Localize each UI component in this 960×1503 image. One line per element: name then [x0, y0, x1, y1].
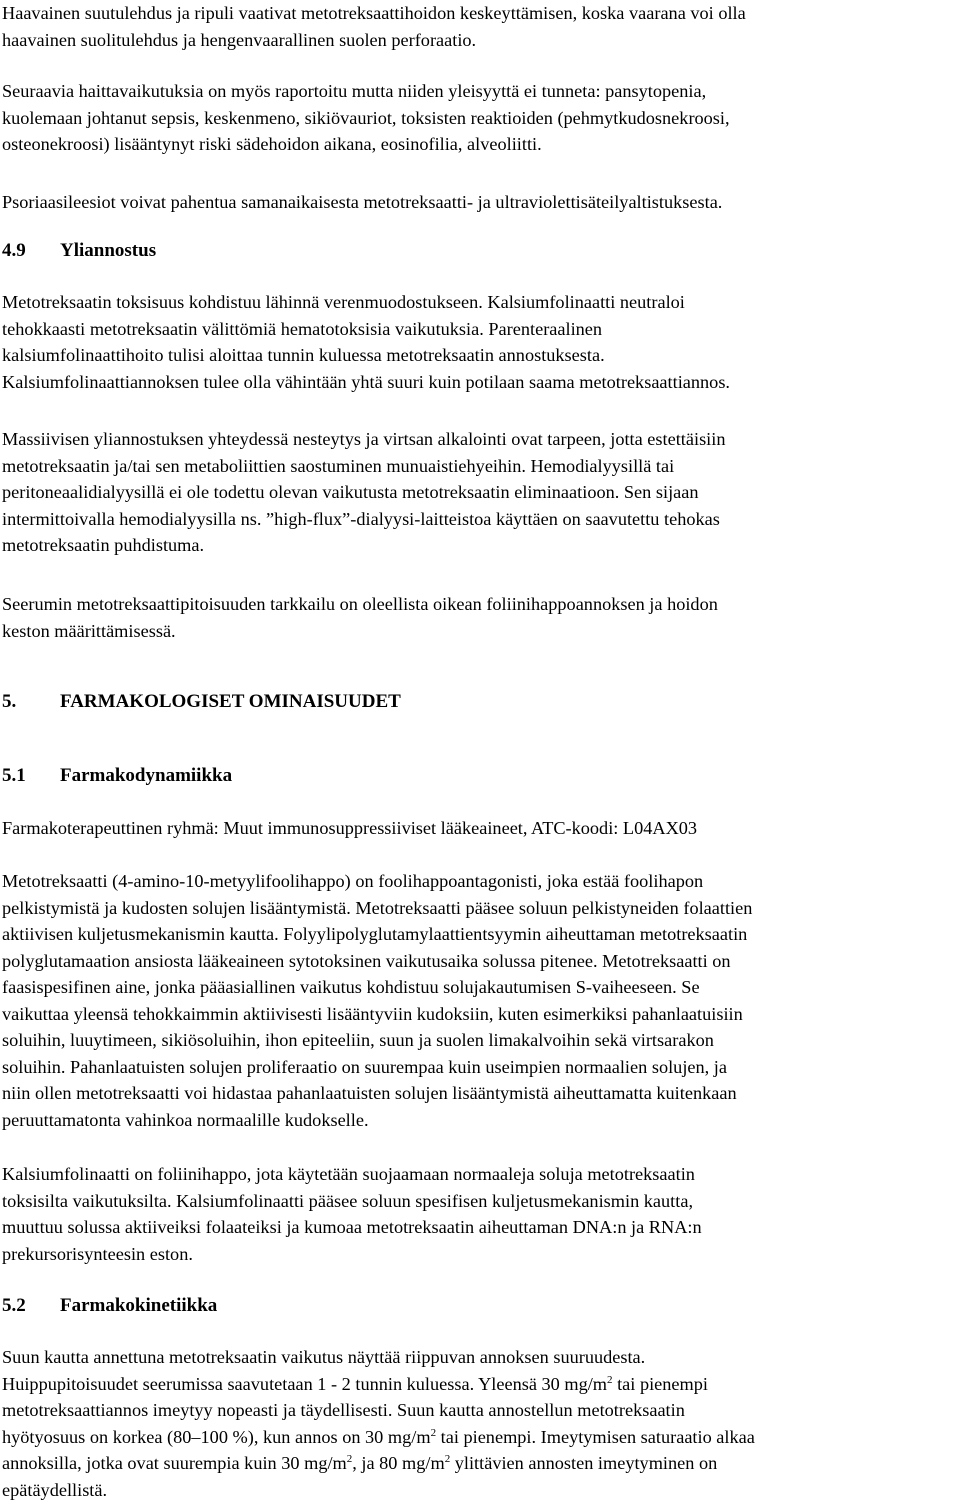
text-line: metotreksaattiannos imeytyy nopeasti ja täydellisesti. Suun kautta annostellun metotreksaatin: [2, 1400, 685, 1420]
paragraph-psoriasis-lesions: [2, 189, 958, 216]
text-line: Haavainen suutulehdus ja ripuli vaativat metotreksaattihoidon keskeyttämisen, koska vaarana voi olla: [2, 3, 746, 23]
section-title: Farmakokinetiikka: [60, 1295, 218, 1316]
text-line: Suun kautta annettuna metotreksaatin vaikutus näyttää riippuvan annoksen suuruudesta.: [2, 1347, 646, 1367]
section-title: Farmakodynamiikka: [60, 765, 233, 786]
paragraph-other-adverse-effects: [2, 78, 958, 158]
section-title: FARMAKOLOGISET OMINAISUUDET: [60, 691, 401, 712]
section-number: 5.2: [2, 1295, 26, 1316]
paragraph-absorption: [2, 1344, 958, 1503]
text-line: pelkistymistä ja kudosten solujen lisääntymistä. Metotreksaatti pääsee soluun pelkistyneiden folaattien: [2, 897, 753, 918]
text-line: aktiivisen kuljetusmekanismin kautta. Folyylipolyglutamylaattientsyymin aiheuttaman metotreksaatin: [2, 924, 748, 944]
text-line: Psoriaasileesiot voivat pahentua samanaikaisesta metotreksaatti- ja ultraviolettisäteilyaltistuksesta.: [2, 192, 723, 212]
text-line: kalsiumfolinaattihoito tulisi aloittaa tunnin kuluessa metotreksaatin annostuksesta.: [2, 345, 605, 365]
text-line: metotreksaatin puhdistuma.: [2, 535, 205, 555]
text-line: hyötyosuus on korkea (80–100 %), kun annos on 30 $mg/m^2$ tai pienempi. Imeytymisen saturaatio alkaa: [2, 1426, 755, 1447]
text-line: Metotreksaatin toksisuus kohdistuu lähinnä verenmuodostukseen. Kalsiumfolinaatti neutraloi: [2, 292, 685, 312]
paragraph-massive-overdose: [2, 426, 958, 559]
text-line: tehokkaasti metotreksaatin välittömiä hematotoksisia vaikutuksia. Parenteraalinen: [2, 318, 603, 339]
text-line: annoksilla, jotka ovat suurempia kuin 30 $mg/m^2$, ja 80 $mg/m^2$ ylittävien annosten imeytyminen on: [2, 1453, 718, 1473]
text-line: Massiivisen yliannostuksen yhteydessä nesteytys ja virtsan alkalointi ovat tarpeen, jotta estettäisiin: [2, 429, 726, 449]
text-line: Huippupitoisuudet seerumissa saavutetaan 1 - 2 tunnin kuluessa. Yleensä 30 $mg/m^2$ tai pienempi: [2, 1373, 708, 1394]
paragraph-serum-monitoring: [2, 591, 958, 644]
text-line: keston määrittämisessä.: [2, 620, 176, 641]
text-line: soluihin. Pahanlaatuisten solujen proliferaatio on suurempaa kuin useimpien normaalien solujen, ja: [2, 1056, 727, 1077]
text-line: peruuttamatonta vahinkoa normaalille kudokselle.: [2, 1109, 369, 1130]
text-line: metotreksaatin ja/tai sen metaboliittien saostuminen munuaistiehyeihin. Hemodialyysillä tai: [2, 455, 675, 476]
text-line: Seerumin metotreksaattipitoisuuden tarkkailu on oleellista oikean foliinihappoannoksen ja hoidon: [2, 594, 718, 614]
text-line: muuttuu solussa aktiiveiksi folaateiksi ja kumoaa metotreksaatin aiheuttaman DNA:n ja RNA:n: [2, 1217, 702, 1237]
text-line: Seuraavia haittavaikutuksia on myös raportoitu mutta niiden yleisyyttä ei tunneta: pansytopenia,: [2, 81, 707, 101]
section-number: 5.1: [2, 765, 26, 786]
text-line: faasispesifinen aine, jonka pääasiallinen vaikutus kohdistuu solujakautumisen S-vaiheeseen. Se: [2, 977, 700, 997]
text-line: polyglutamaation ansiosta lääkeaineen sytotoksinen vaikutusaika solussa pitenee. Metotreksaatti on: [2, 950, 731, 971]
paragraph-ulcerative-stomatitis: [2, 0, 958, 53]
section-number: 5.: [2, 691, 17, 712]
text-line: epätäydellistä.: [2, 1479, 108, 1500]
paragraph-pharmacotherapeutic-group: [2, 815, 958, 842]
text-line: Metotreksaatti (4-amino-10-metyylifoolihappo) on foolihappoantagonisti, joka estää foolihapon: [2, 871, 704, 891]
text-line: Kalsiumfolinaatti on foliinihappo, jota käytetään suojaamaan normaaleja soluja metotreksaatin: [2, 1164, 695, 1184]
section-title: Yliannostus: [60, 240, 157, 261]
text-line: Farmakoterapeuttinen ryhmä: Muut immunosuppressiiviset lääkeaineet, ATC-koodi: L04AX03: [2, 818, 698, 838]
text-line: toksisilta vaikutuksilta. Kalsiumfolinaatti pääsee soluun spesifisen kuljetusmekanismin kautta,: [2, 1190, 694, 1211]
text-line: prekursorisynteesin eston.: [2, 1243, 193, 1264]
text-line: intermittoivalla hemodialyysilla ns. ”high-flux”-dialyysi-laitteistoa käyttäen on saavutettu tehokas: [2, 508, 720, 529]
text-line: peritoneaalidialyysillä ei ole todettu olevan vaikutusta metotreksaatin eliminaatioon. Sen sijaan: [2, 482, 699, 502]
text-line: osteonekroosi) lisääntynyt riski sädehoidon aikana, eosinofilia, alveoliitti.: [2, 134, 542, 154]
paragraph-calcium-folinate: [2, 1161, 958, 1267]
section-heading-overdose: [2, 238, 156, 264]
text-line: vaikuttaa yleensä tehokkaimmin aktiivisesti lisääntyviin kudoksiin, kuten esimerkiksi pahanlaatuisiin: [2, 1003, 743, 1024]
text-line: soluihin, luuytimeen, sikiösoluihin, ihon epiteeliin, suun ja suolen limakalvoihin sekä virtsarakon: [2, 1030, 714, 1050]
text-line: niin ollen metotreksaatti voi hidastaa pahanlaatuisten solujen lisääntymistä aiheuttamatta kuitenkaan: [2, 1083, 737, 1103]
section-number: 4.9: [2, 240, 26, 261]
text-line: kuolemaan johtanut sepsis, keskenmeno, sikiövauriot, toksisten reaktioiden (pehmytkudosnekroosi,: [2, 107, 730, 128]
section-heading-pharmacological-properties: [2, 689, 401, 715]
text-line: haavainen suolitulehdus ja hengenvaarallinen suolen perforaatio.: [2, 29, 477, 50]
section-heading-pharmacokinetics: [2, 1293, 217, 1319]
paragraph-overdose-toxicity: [2, 289, 958, 395]
section-heading-pharmacodynamics: [2, 763, 232, 789]
text-line: Kalsiumfolinaattiannoksen tulee olla vähintään yhtä suuri kuin potilaan saama metotreksaattiannos.: [2, 371, 731, 392]
paragraph-mechanism-of-action: [2, 868, 958, 1133]
